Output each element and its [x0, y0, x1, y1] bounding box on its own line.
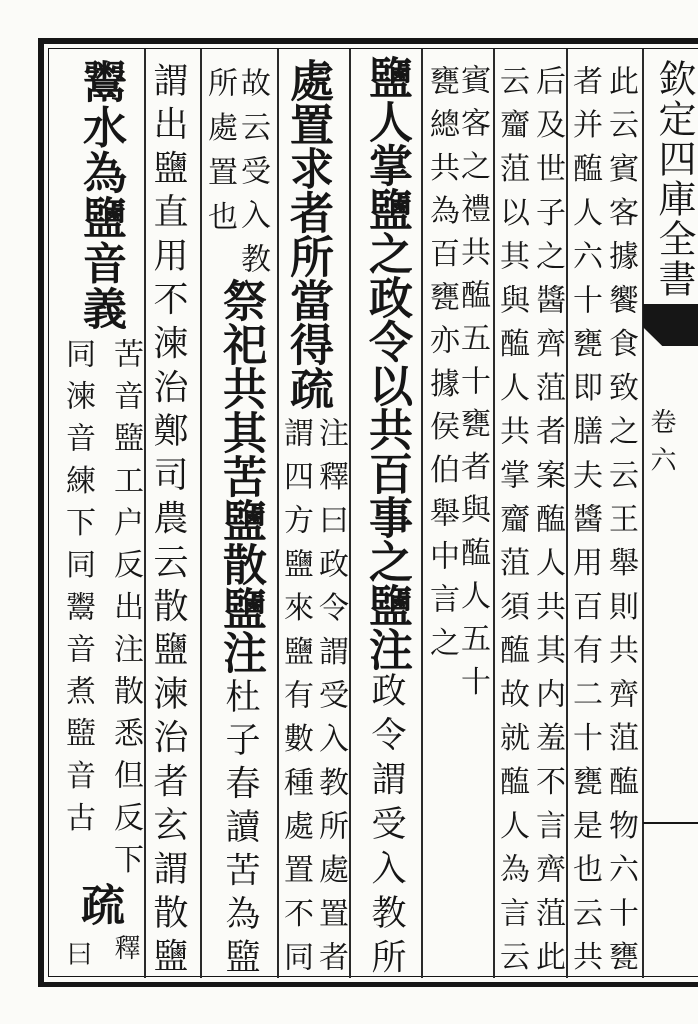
column-5-note-right: 注釋曰政令謂受入教所處置者	[313, 416, 348, 985]
column-2-note-left: 云齏菹以其與醢人共掌齏菹須醢故就醢人為言云	[494, 64, 529, 985]
column-8-note-right: 苦音盬工户反出注散悉但反下	[108, 338, 143, 886]
column-8-note-left: 同湅音練下同鬻音煮盬音古	[60, 338, 95, 844]
column-8-shu-marker: 疏	[73, 881, 124, 930]
book-title: 欽定四庫全書	[652, 58, 696, 299]
column-2-note-right: 后及世子之醬齊菹者案醢人共其内羞不言齊菹此	[530, 64, 565, 985]
column-4-main-text: 鹽人掌鹽之政令以共百事之鹽注	[361, 55, 412, 671]
column-3-note-left: 甕總共為百甕亦據侯伯舉中言之	[424, 64, 459, 670]
column-8-main-text: 鬻水為鹽音義	[75, 58, 126, 331]
banxin-divider-line	[642, 49, 644, 978]
column-3-note-right: 賓客之禮共醢五十甕者與醢人五十	[455, 64, 490, 710]
column-6-note: 杜子春讀苦為盬	[220, 678, 260, 983]
column-6-note-left: 所處置也	[202, 67, 237, 246]
column-1-note-right: 此云賓客據饗食致之云王舉則共齊菹醢物六十甕	[603, 64, 638, 985]
column-5-note-left: 謂四方鹽來鹽有數種處置不同	[278, 416, 313, 985]
volume-label: 卷六	[646, 407, 676, 484]
column-8-shu-note-right: 釋	[110, 933, 140, 976]
column-1-note-left: 者并醢人六十甕即膳夫醬用百有二十甕是也云共	[567, 64, 602, 985]
column-4-note: 政令謂受入教所	[366, 671, 406, 983]
column-7-note: 謂出鹽直用不湅治鄭司農云散鹽湅治者玄謂散鹽	[148, 62, 188, 982]
column-8-shu-note-left: 曰	[62, 939, 92, 982]
column-5-main-text: 處置求者所當得疏	[282, 58, 333, 410]
column-divider-line	[421, 49, 423, 978]
column-6-note-right: 故云受入教	[235, 66, 270, 287]
column-divider-line	[349, 49, 351, 978]
lower-fishtail-line	[643, 822, 698, 824]
column-6-main-text: 祭祀共其苦鹽散鹽注	[215, 278, 266, 674]
column-divider-line	[144, 49, 146, 978]
